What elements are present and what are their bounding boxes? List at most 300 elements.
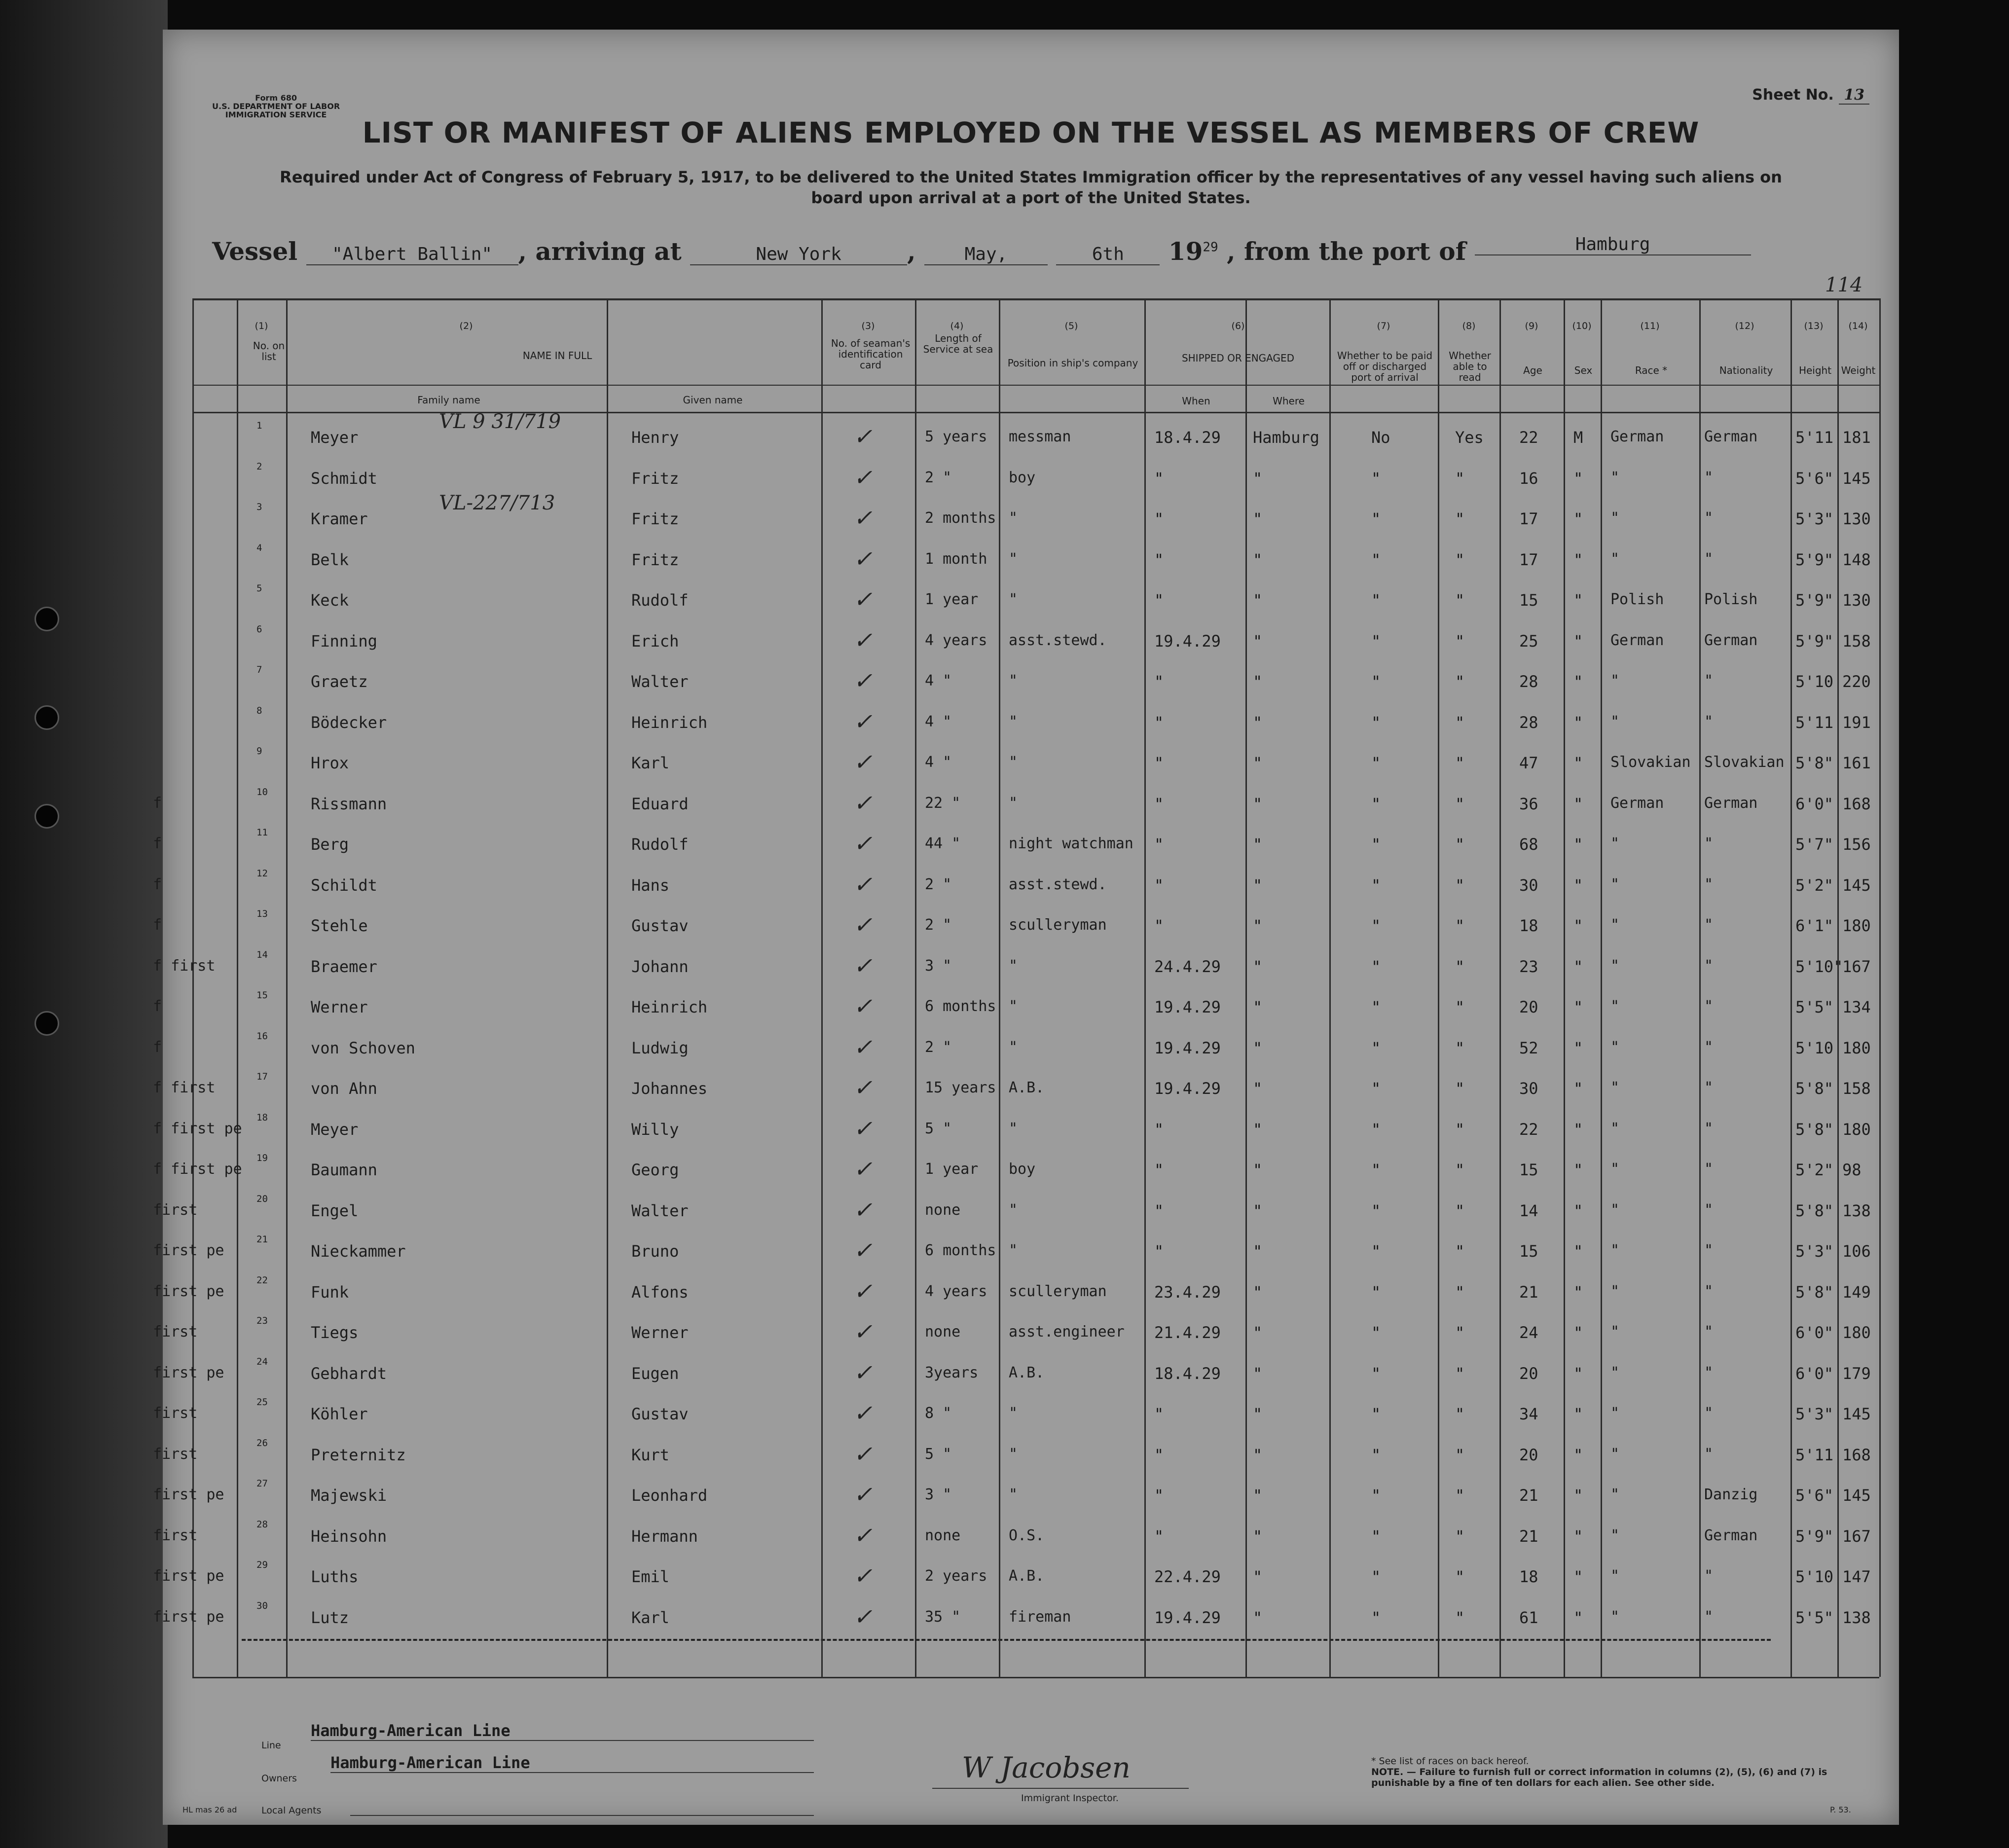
height-cell: 5'8" — [1795, 1120, 1834, 1139]
column-rule — [1879, 298, 1881, 1677]
paid-off-cell: " — [1371, 1567, 1381, 1586]
race-cell: German — [1610, 428, 1664, 445]
position-cell: " — [1009, 509, 1018, 527]
paid-off-cell: No — [1371, 428, 1390, 447]
margin-annotation: f — [153, 1038, 162, 1056]
age-cell: 23 — [1519, 957, 1538, 976]
sex-cell: " — [1573, 631, 1583, 651]
given-name-cell: Fritz — [631, 550, 679, 569]
paid-off-cell: " — [1371, 875, 1381, 895]
position-cell: messman — [1009, 428, 1071, 445]
row-number: 4 — [256, 542, 262, 553]
nationality-cell: " — [1704, 1242, 1714, 1259]
column-rule — [607, 298, 608, 1677]
shipped-where-cell: " — [1253, 1567, 1263, 1586]
service-length-cell: 6 months — [925, 998, 996, 1015]
sex-cell: " — [1573, 1201, 1583, 1220]
weight-cell: 179 — [1842, 1364, 1871, 1383]
shipped-when-cell: " — [1154, 1160, 1164, 1179]
row-number: 27 — [256, 1478, 268, 1489]
page-title: LIST OR MANIFEST OF ALIENS EMPLOYED ON THE VESSEL AS MEMBERS OF CREW — [362, 116, 1700, 149]
family-name-cell: Werner — [311, 998, 368, 1016]
service-length-cell: 4 " — [925, 754, 952, 771]
check-mark-icon: ✓ — [853, 830, 873, 857]
check-mark-icon: ✓ — [853, 952, 873, 979]
sex-cell: " — [1573, 1567, 1583, 1586]
paid-off-cell: " — [1371, 1038, 1381, 1057]
shipped-where-cell: " — [1253, 1608, 1263, 1627]
able-read-cell: " — [1455, 1567, 1465, 1586]
row-number: 14 — [256, 949, 268, 960]
column-rule — [1837, 298, 1839, 1677]
row-number: 2 — [256, 461, 262, 472]
family-name-cell: Preternitz — [311, 1445, 406, 1464]
shipped-where-cell: " — [1253, 672, 1263, 691]
nationality-cell: German — [1704, 1526, 1758, 1544]
family-name-cell: Kramer — [311, 509, 368, 528]
sex-cell: " — [1573, 1445, 1583, 1464]
weight-cell: 149 — [1842, 1282, 1871, 1302]
family-name-cell: von Schoven — [311, 1038, 415, 1057]
column-number: (8) — [1462, 321, 1476, 331]
able-read-cell: " — [1455, 1608, 1465, 1627]
column-rule — [821, 298, 823, 1677]
given-name-cell: Werner — [631, 1323, 689, 1342]
race-cell: " — [1610, 550, 1620, 568]
able-read-cell: " — [1455, 835, 1465, 854]
family-name-cell: Gebhardt — [311, 1364, 387, 1383]
service-length-cell: 2 months — [925, 509, 996, 527]
check-mark-icon: ✓ — [853, 1033, 873, 1060]
race-cell: Slovakian — [1610, 754, 1691, 771]
binder-hole — [35, 1011, 59, 1036]
able-read-cell: " — [1455, 794, 1465, 813]
shipped-where-cell: " — [1253, 1079, 1263, 1098]
shipped-when-cell: " — [1154, 1486, 1164, 1505]
paid-off-cell: " — [1371, 1282, 1381, 1302]
shipped-when-cell: " — [1154, 672, 1164, 691]
able-read-cell: " — [1455, 1242, 1465, 1261]
header-family-name: Family name — [417, 394, 480, 406]
height-cell: 5'2" — [1795, 875, 1834, 895]
row-number: 3 — [256, 502, 262, 512]
sex-cell: " — [1573, 713, 1583, 732]
row-number: 29 — [256, 1559, 268, 1570]
document-edge — [0, 0, 168, 1848]
weight-cell: 220 — [1842, 672, 1871, 691]
position-cell: night watchman — [1009, 835, 1133, 852]
service-length-cell: 2 " — [925, 875, 952, 893]
able-read-cell: " — [1455, 550, 1465, 569]
handwritten-note: VL 9 31/719 — [439, 410, 561, 433]
paid-off-cell: " — [1371, 672, 1381, 691]
service-length-cell: 4 years — [925, 631, 987, 649]
shipped-where-cell: " — [1253, 550, 1263, 569]
weight-cell: 145 — [1842, 469, 1871, 488]
shipped-where-cell: " — [1253, 631, 1263, 651]
check-mark-icon: ✓ — [853, 1359, 873, 1386]
nationality-cell: " — [1704, 957, 1714, 975]
shipped-where-cell: " — [1253, 1120, 1263, 1139]
paid-off-cell: " — [1371, 1526, 1381, 1546]
inspector-line — [932, 1788, 1189, 1789]
vessel-name: "Albert Ballin" — [306, 244, 518, 265]
shipped-where-cell: " — [1253, 1038, 1263, 1057]
margin-annotation: first pe — [153, 1567, 224, 1585]
owners-value: Hamburg-American Line — [330, 1753, 814, 1773]
paid-off-cell: " — [1371, 998, 1381, 1016]
age-cell: 20 — [1519, 1364, 1538, 1383]
column-number: (4) — [950, 321, 964, 331]
race-cell: " — [1610, 998, 1620, 1015]
header-position: Position in ship's company — [1007, 357, 1138, 369]
race-cell: " — [1610, 713, 1620, 730]
weight-cell: 180 — [1842, 916, 1871, 935]
column-rule — [1499, 298, 1501, 1677]
position-cell: " — [1009, 1120, 1018, 1137]
given-name-cell: Fritz — [631, 509, 679, 528]
age-cell: 25 — [1519, 631, 1538, 651]
family-name-cell: Hrox — [311, 754, 349, 772]
height-cell: 6'1" — [1795, 916, 1834, 935]
row-number: 12 — [256, 868, 268, 879]
age-cell: 21 — [1519, 1282, 1538, 1302]
family-name-cell: Tiegs — [311, 1323, 359, 1342]
age-cell: 34 — [1519, 1405, 1538, 1423]
family-name-cell: Funk — [311, 1282, 349, 1302]
weight-cell: 180 — [1842, 1120, 1871, 1139]
position-cell: " — [1009, 998, 1018, 1015]
column-number: (6) — [1231, 321, 1245, 331]
race-cell: " — [1610, 875, 1620, 893]
paid-off-cell: " — [1371, 1160, 1381, 1179]
able-read-cell: " — [1455, 591, 1465, 610]
shipped-where-cell: " — [1253, 509, 1263, 528]
nationality-cell: " — [1704, 1445, 1714, 1463]
service-length-cell: 5 " — [925, 1120, 952, 1137]
weight-cell: 145 — [1842, 1486, 1871, 1505]
sex-cell: " — [1573, 1608, 1583, 1627]
given-name-cell: Karl — [631, 754, 670, 772]
line-value: Hamburg-American Line — [311, 1721, 814, 1741]
service-length-cell: 3years — [925, 1364, 979, 1381]
nationality-cell: " — [1704, 1079, 1714, 1096]
paid-off-cell: " — [1371, 1079, 1381, 1098]
check-mark-icon: ✓ — [853, 1237, 873, 1264]
age-cell: 28 — [1519, 713, 1538, 732]
service-length-cell: 44 " — [925, 835, 961, 852]
position-cell: " — [1009, 794, 1018, 812]
given-name-cell: Rudolf — [631, 835, 689, 854]
given-name-cell: Hans — [631, 875, 670, 895]
family-name-cell: Luths — [311, 1567, 359, 1586]
sex-cell: " — [1573, 672, 1583, 691]
age-cell: 16 — [1519, 469, 1538, 488]
race-cell: " — [1610, 1526, 1620, 1544]
age-cell: 61 — [1519, 1608, 1538, 1627]
given-name-cell: Karl — [631, 1608, 670, 1627]
family-name-cell: Finning — [311, 631, 377, 651]
nationality-cell: " — [1704, 550, 1714, 568]
nationality-cell: " — [1704, 1405, 1714, 1422]
nationality-cell: " — [1704, 1282, 1714, 1300]
shipped-when-cell: " — [1154, 1120, 1164, 1139]
family-name-cell: Majewski — [311, 1486, 387, 1505]
height-cell: 5'10 — [1795, 1567, 1834, 1586]
list-end-dashes — [242, 1639, 1771, 1641]
position-cell: " — [1009, 591, 1018, 608]
given-name-cell: Georg — [631, 1160, 679, 1179]
height-cell: 5'9" — [1795, 591, 1834, 610]
able-read-cell: " — [1455, 1405, 1465, 1423]
year-prefix: 19 — [1168, 237, 1203, 266]
position-cell: asst.stewd. — [1009, 875, 1107, 893]
column-rule — [192, 298, 194, 1677]
penalty-note: NOTE. — Failure to furnish full or correct information in columns (2), (5), (6) and (7) is punishable by a fine of ten dollars for each alien. See other side. — [1371, 1767, 1827, 1788]
table-bottom-rule — [192, 1677, 1879, 1678]
shipped-when-cell: " — [1154, 835, 1164, 854]
weight-cell: 138 — [1842, 1201, 1871, 1220]
sex-cell: " — [1573, 509, 1583, 528]
races-note: * See list of races on back hereof. — [1371, 1756, 1529, 1767]
column-number: (2) — [459, 321, 473, 331]
able-read-cell: " — [1455, 957, 1465, 976]
able-read-cell: " — [1455, 1120, 1465, 1139]
sex-cell: " — [1573, 835, 1583, 854]
given-name-cell: Willy — [631, 1120, 679, 1139]
paid-off-cell: " — [1371, 631, 1381, 651]
able-read-cell: " — [1455, 631, 1465, 651]
given-name-cell: Gustav — [631, 1405, 689, 1423]
row-number: 20 — [256, 1193, 268, 1204]
given-name-cell: Walter — [631, 672, 689, 691]
sex-cell: " — [1573, 754, 1583, 772]
inspector-label: Immigrant Inspector. — [1021, 1793, 1119, 1804]
able-read-cell: " — [1455, 998, 1465, 1016]
nationality-cell: German — [1704, 631, 1758, 649]
able-read-cell: " — [1455, 1079, 1465, 1098]
check-mark-icon: ✓ — [853, 423, 873, 450]
department-name: U.S. DEPARTMENT OF LABOR — [212, 102, 340, 111]
given-name-cell: Leonhard — [631, 1486, 708, 1505]
race-cell: " — [1610, 509, 1620, 527]
margin-annotation: first — [153, 1526, 198, 1544]
position-cell: " — [1009, 957, 1018, 975]
family-name-cell: Braemer — [311, 957, 377, 976]
column-number: (1) — [255, 321, 268, 331]
margin-annotation: first pe — [153, 1486, 224, 1503]
given-name-cell: Bruno — [631, 1242, 679, 1261]
family-name-cell: Rissmann — [311, 794, 387, 813]
service-length-cell: 1 month — [925, 550, 987, 568]
shipped-where-cell: " — [1253, 754, 1263, 772]
header-sex: Sex — [1574, 364, 1593, 376]
row-number: 5 — [256, 583, 262, 594]
sex-cell: " — [1573, 1405, 1583, 1423]
sex-cell: " — [1573, 1242, 1583, 1261]
inspector-signature: W Jacobsen — [962, 1751, 1131, 1784]
weight-cell: 148 — [1842, 550, 1871, 569]
weight-cell: 130 — [1842, 509, 1871, 528]
check-mark-icon: ✓ — [853, 1400, 873, 1426]
shipped-when-cell: " — [1154, 1445, 1164, 1464]
shipped-where-cell: " — [1253, 591, 1263, 610]
sheet-number — [1752, 86, 1869, 104]
position-cell: boy — [1009, 1160, 1036, 1178]
race-cell: " — [1610, 957, 1620, 975]
weight-cell: 145 — [1842, 1405, 1871, 1423]
header-race: Race * — [1635, 364, 1668, 376]
row-number: 18 — [256, 1112, 268, 1123]
age-cell: 22 — [1519, 1120, 1538, 1139]
height-cell: 6'0" — [1795, 794, 1834, 813]
check-mark-icon: ✓ — [853, 1481, 873, 1508]
height-cell: 5'6" — [1795, 469, 1834, 488]
height-cell: 5'11 — [1795, 428, 1834, 447]
service-length-cell: 1 year — [925, 1160, 979, 1178]
height-cell: 5'3" — [1795, 1242, 1834, 1261]
given-name-cell: Emil — [631, 1567, 670, 1586]
family-name-cell: Belk — [311, 550, 349, 569]
shipped-where-cell: " — [1253, 916, 1263, 935]
able-read-cell: " — [1455, 1364, 1465, 1383]
shipped-when-cell: 18.4.29 — [1154, 428, 1221, 447]
age-cell: 52 — [1519, 1038, 1538, 1057]
shipped-where-cell: " — [1253, 1160, 1263, 1179]
row-number: 7 — [256, 664, 262, 675]
sex-cell: " — [1573, 1364, 1583, 1383]
margin-annotation: f first pe — [153, 1160, 242, 1178]
shipped-when-cell: 22.4.29 — [1154, 1567, 1221, 1586]
shipped-where-cell: Hamburg — [1253, 428, 1319, 447]
age-cell: 36 — [1519, 794, 1538, 813]
header-paid-off: Whether to be paid off or discharged port of arrival — [1337, 350, 1433, 383]
able-read-cell: " — [1455, 1201, 1465, 1220]
nationality-cell: " — [1704, 672, 1714, 689]
nationality-cell: " — [1704, 835, 1714, 852]
check-mark-icon: ✓ — [853, 1522, 873, 1549]
paid-off-cell: " — [1371, 1608, 1381, 1627]
given-name-cell: Ludwig — [631, 1038, 689, 1057]
sex-cell: " — [1573, 1323, 1583, 1342]
height-cell: 5'9" — [1795, 1526, 1834, 1546]
race-cell: " — [1610, 1323, 1620, 1341]
column-number: (11) — [1640, 321, 1660, 331]
row-number: 6 — [256, 623, 262, 635]
family-name-cell: von Ahn — [311, 1079, 377, 1098]
paid-off-cell: " — [1371, 509, 1381, 528]
paid-off-cell: " — [1371, 1120, 1381, 1139]
service-length-cell: 8 " — [925, 1405, 952, 1422]
paid-off-cell: " — [1371, 1445, 1381, 1464]
nationality-cell: " — [1704, 875, 1714, 893]
height-cell: 5'8" — [1795, 754, 1834, 772]
race-cell: " — [1610, 1120, 1620, 1137]
check-mark-icon: ✓ — [853, 1115, 873, 1142]
header-shipped-engaged: SHIPPED OR ENGAGED — [1181, 352, 1295, 364]
position-cell: A.B. — [1009, 1364, 1045, 1381]
shipped-when-cell: " — [1154, 1526, 1164, 1546]
paid-off-cell: " — [1371, 591, 1381, 610]
given-name-cell: Johannes — [631, 1079, 708, 1098]
given-name-cell: Walter — [631, 1201, 689, 1220]
height-cell: 5'5" — [1795, 998, 1834, 1016]
weight-cell: 106 — [1842, 1242, 1871, 1261]
year-suffix: 29 — [1203, 240, 1218, 255]
nationality-cell: " — [1704, 1323, 1714, 1341]
local-agents-label: Local Agents — [261, 1805, 322, 1816]
arriving-port: New York — [690, 244, 907, 265]
position-cell: " — [1009, 754, 1018, 771]
family-name-cell: Lutz — [311, 1608, 349, 1627]
local-agents-line — [350, 1815, 814, 1816]
row-number: 22 — [256, 1274, 268, 1286]
shipped-when-cell: " — [1154, 550, 1164, 569]
check-mark-icon: ✓ — [853, 586, 873, 613]
nationality-cell: " — [1704, 1364, 1714, 1381]
column-rule — [915, 298, 916, 1677]
family-name-cell: Keck — [311, 591, 349, 610]
service-length-cell: none — [925, 1201, 961, 1219]
column-number: (13) — [1804, 321, 1824, 331]
paid-off-cell: " — [1371, 469, 1381, 488]
weight-cell: 130 — [1842, 591, 1871, 610]
owners-label: Owners — [261, 1773, 297, 1784]
column-rule — [999, 298, 1000, 1677]
able-read-cell: " — [1455, 1323, 1465, 1342]
able-read-cell: " — [1455, 1038, 1465, 1057]
family-name-cell: Köhler — [311, 1405, 368, 1423]
check-mark-icon: ✓ — [853, 1562, 873, 1589]
service-length-cell: 2 " — [925, 916, 952, 934]
position-cell: asst.stewd. — [1009, 631, 1107, 649]
service-length-cell: 2 years — [925, 1567, 987, 1585]
race-cell: " — [1610, 1486, 1620, 1503]
age-cell: 22 — [1519, 428, 1538, 447]
margin-annotation: first pe — [153, 1282, 224, 1300]
nationality-cell: " — [1704, 509, 1714, 527]
sex-cell: " — [1573, 916, 1583, 935]
able-read-cell: " — [1455, 713, 1465, 732]
weight-cell: 147 — [1842, 1567, 1871, 1586]
service-length-cell: 2 " — [925, 469, 952, 486]
form-ref-right: P. 53. — [1830, 1805, 1851, 1814]
height-cell: 5'11 — [1795, 713, 1834, 732]
shipped-where-cell: " — [1253, 1201, 1263, 1220]
able-read-cell: " — [1455, 1160, 1465, 1179]
weight-cell: 158 — [1842, 1079, 1871, 1098]
shipped-when-cell: " — [1154, 509, 1164, 528]
sex-cell: " — [1573, 1120, 1583, 1139]
able-read-cell: " — [1455, 1526, 1465, 1546]
weight-cell: 181 — [1842, 428, 1871, 447]
height-cell: 5'10 — [1795, 672, 1834, 691]
header-where: Where — [1273, 395, 1305, 407]
family-name-cell: Schmidt — [311, 469, 377, 488]
service-length-cell: 3 " — [925, 957, 952, 975]
age-cell: 18 — [1519, 1567, 1538, 1586]
age-cell: 47 — [1519, 754, 1538, 772]
height-cell: 5'10" — [1795, 957, 1843, 976]
service-length-cell: 2 " — [925, 1038, 952, 1056]
position-cell: " — [1009, 1445, 1018, 1463]
position-cell: O.S. — [1009, 1526, 1045, 1544]
race-cell: " — [1610, 1405, 1620, 1422]
column-number: (3) — [861, 321, 875, 331]
column-rule — [1564, 298, 1565, 1677]
check-mark-icon: ✓ — [853, 1318, 873, 1345]
check-mark-icon: ✓ — [853, 1277, 873, 1304]
